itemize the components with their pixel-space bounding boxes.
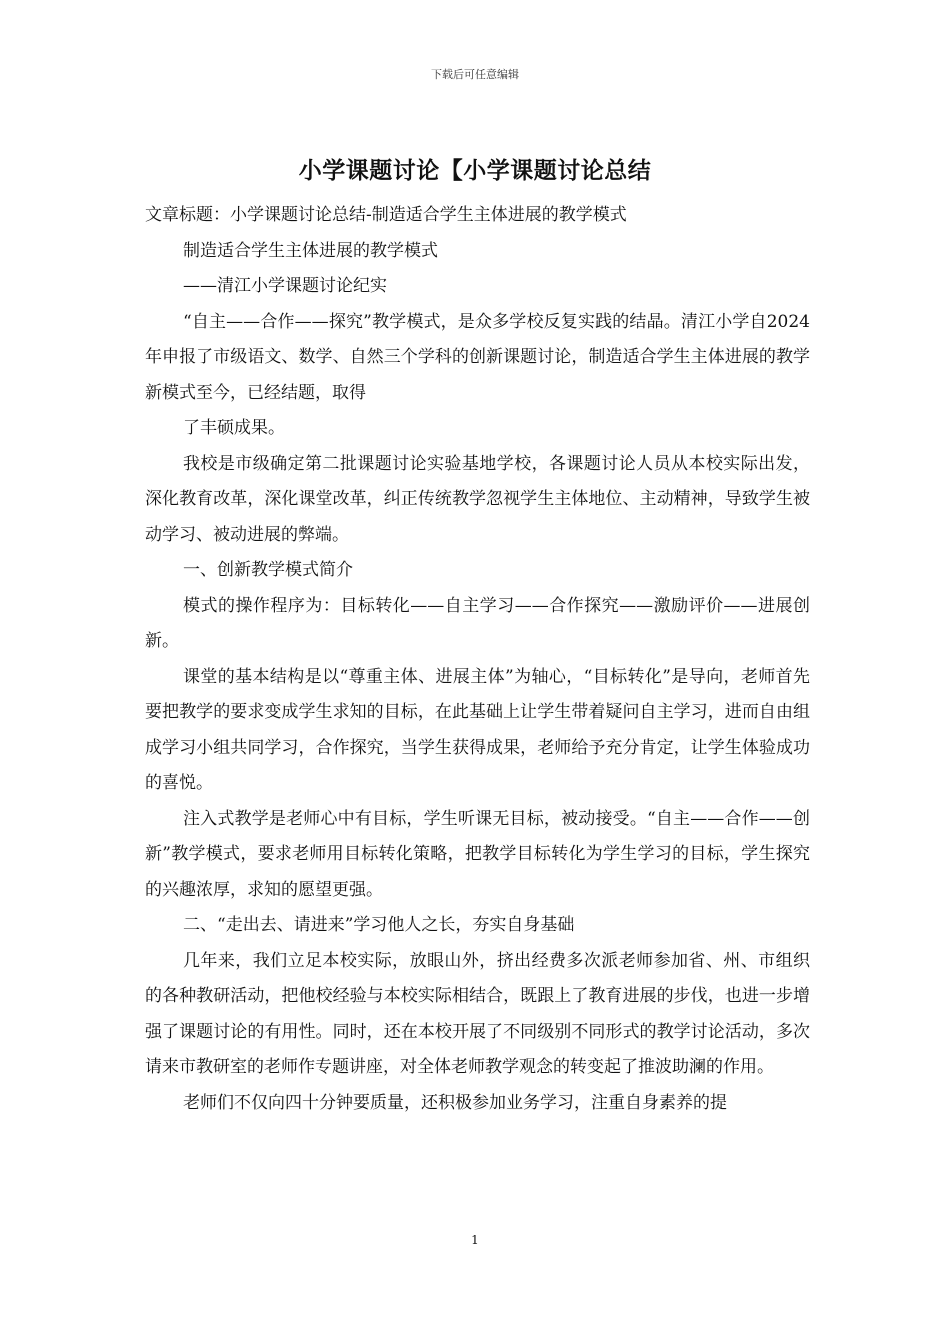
body-paragraph: “自主——合作——探究”教学模式，是众多学校反复实践的结晶。清江小学自2024年申报了市级语文、数学、自然三个学科的创新课题讨论，制造适合学生主体进展的教学新模式至今，已经结题，取得 bbox=[145, 311, 810, 403]
header-note: 下载后可任意编辑 bbox=[431, 68, 519, 81]
body-paragraph: 老师们不仅向四十分钟要质量，还积极参加业务学习，注重自身素养的提 bbox=[183, 1092, 727, 1113]
subtitle-line: 制造适合学生主体进展的教学模式 bbox=[183, 240, 438, 261]
page-number: 1 bbox=[471, 1233, 479, 1247]
section-heading-2: 二、“走出去、请进来”学习他人之长，夯实自身基础 bbox=[183, 915, 575, 935]
body-paragraph: 注入式教学是老师心中有目标，学生听课无目标，被动接受。“自主——合作——创新”教学模式，要求老师用目标转化策略，把教学目标转化为学生学习的目标，学生探究的兴趣浓厚，求知的愿望更强。 bbox=[145, 808, 810, 900]
body-paragraph: 模式的操作程序为：目标转化——自主学习——合作探究——激励评价——进展创新。 bbox=[145, 595, 810, 651]
article-title-line: 文章标题：小学课题讨论总结-制造适合学生主体进展的教学模式 bbox=[145, 205, 627, 225]
body-paragraph: 了丰硕成果。 bbox=[183, 418, 285, 438]
body-paragraph: 几年来，我们立足本校实际，放眼山外，挤出经费多次派老师参加省、州、市组织的各种教研活动，把他校经验与本校实际相结合，既跟上了教育进展的步伐，也进一步增强了课题讨论的有用性。同时，还在本校开展了不同级别不同形式的教学讨论活动，多次请来市教研室的老师作专题讲座，对全体老师教学观念的转变起了推波助澜的作用。 bbox=[145, 950, 810, 1077]
section-heading-1: 一、创新教学模式简介 bbox=[183, 560, 353, 580]
body-paragraph: 课堂的基本结构是以“尊重主体、进展主体”为轴心，“目标转化”是导向，老师首先要把教学的要求变成学生求知的目标，在此基础上让学生带着疑问自主学习，进而自由组成学习小组共同学习，合作探究，当学生获得成果，老师给予充分肯定，让学生体验成功的喜悦。 bbox=[145, 666, 810, 793]
document-body bbox=[145, 198, 810, 1121]
document-title: 小学课题讨论【小学课题讨论总结 bbox=[298, 158, 652, 184]
body-paragraph: 我校是市级确定第二批课题讨论实验基地学校，各课题讨论人员从本校实际出发，深化教育改革，深化课堂改革，纠正传统教学忽视学生主体地位、主动精神，导致学生被动学习、被动进展的弊端。 bbox=[145, 453, 810, 545]
subtitle-source-line: ——清江小学课题讨论纪实 bbox=[183, 276, 387, 296]
